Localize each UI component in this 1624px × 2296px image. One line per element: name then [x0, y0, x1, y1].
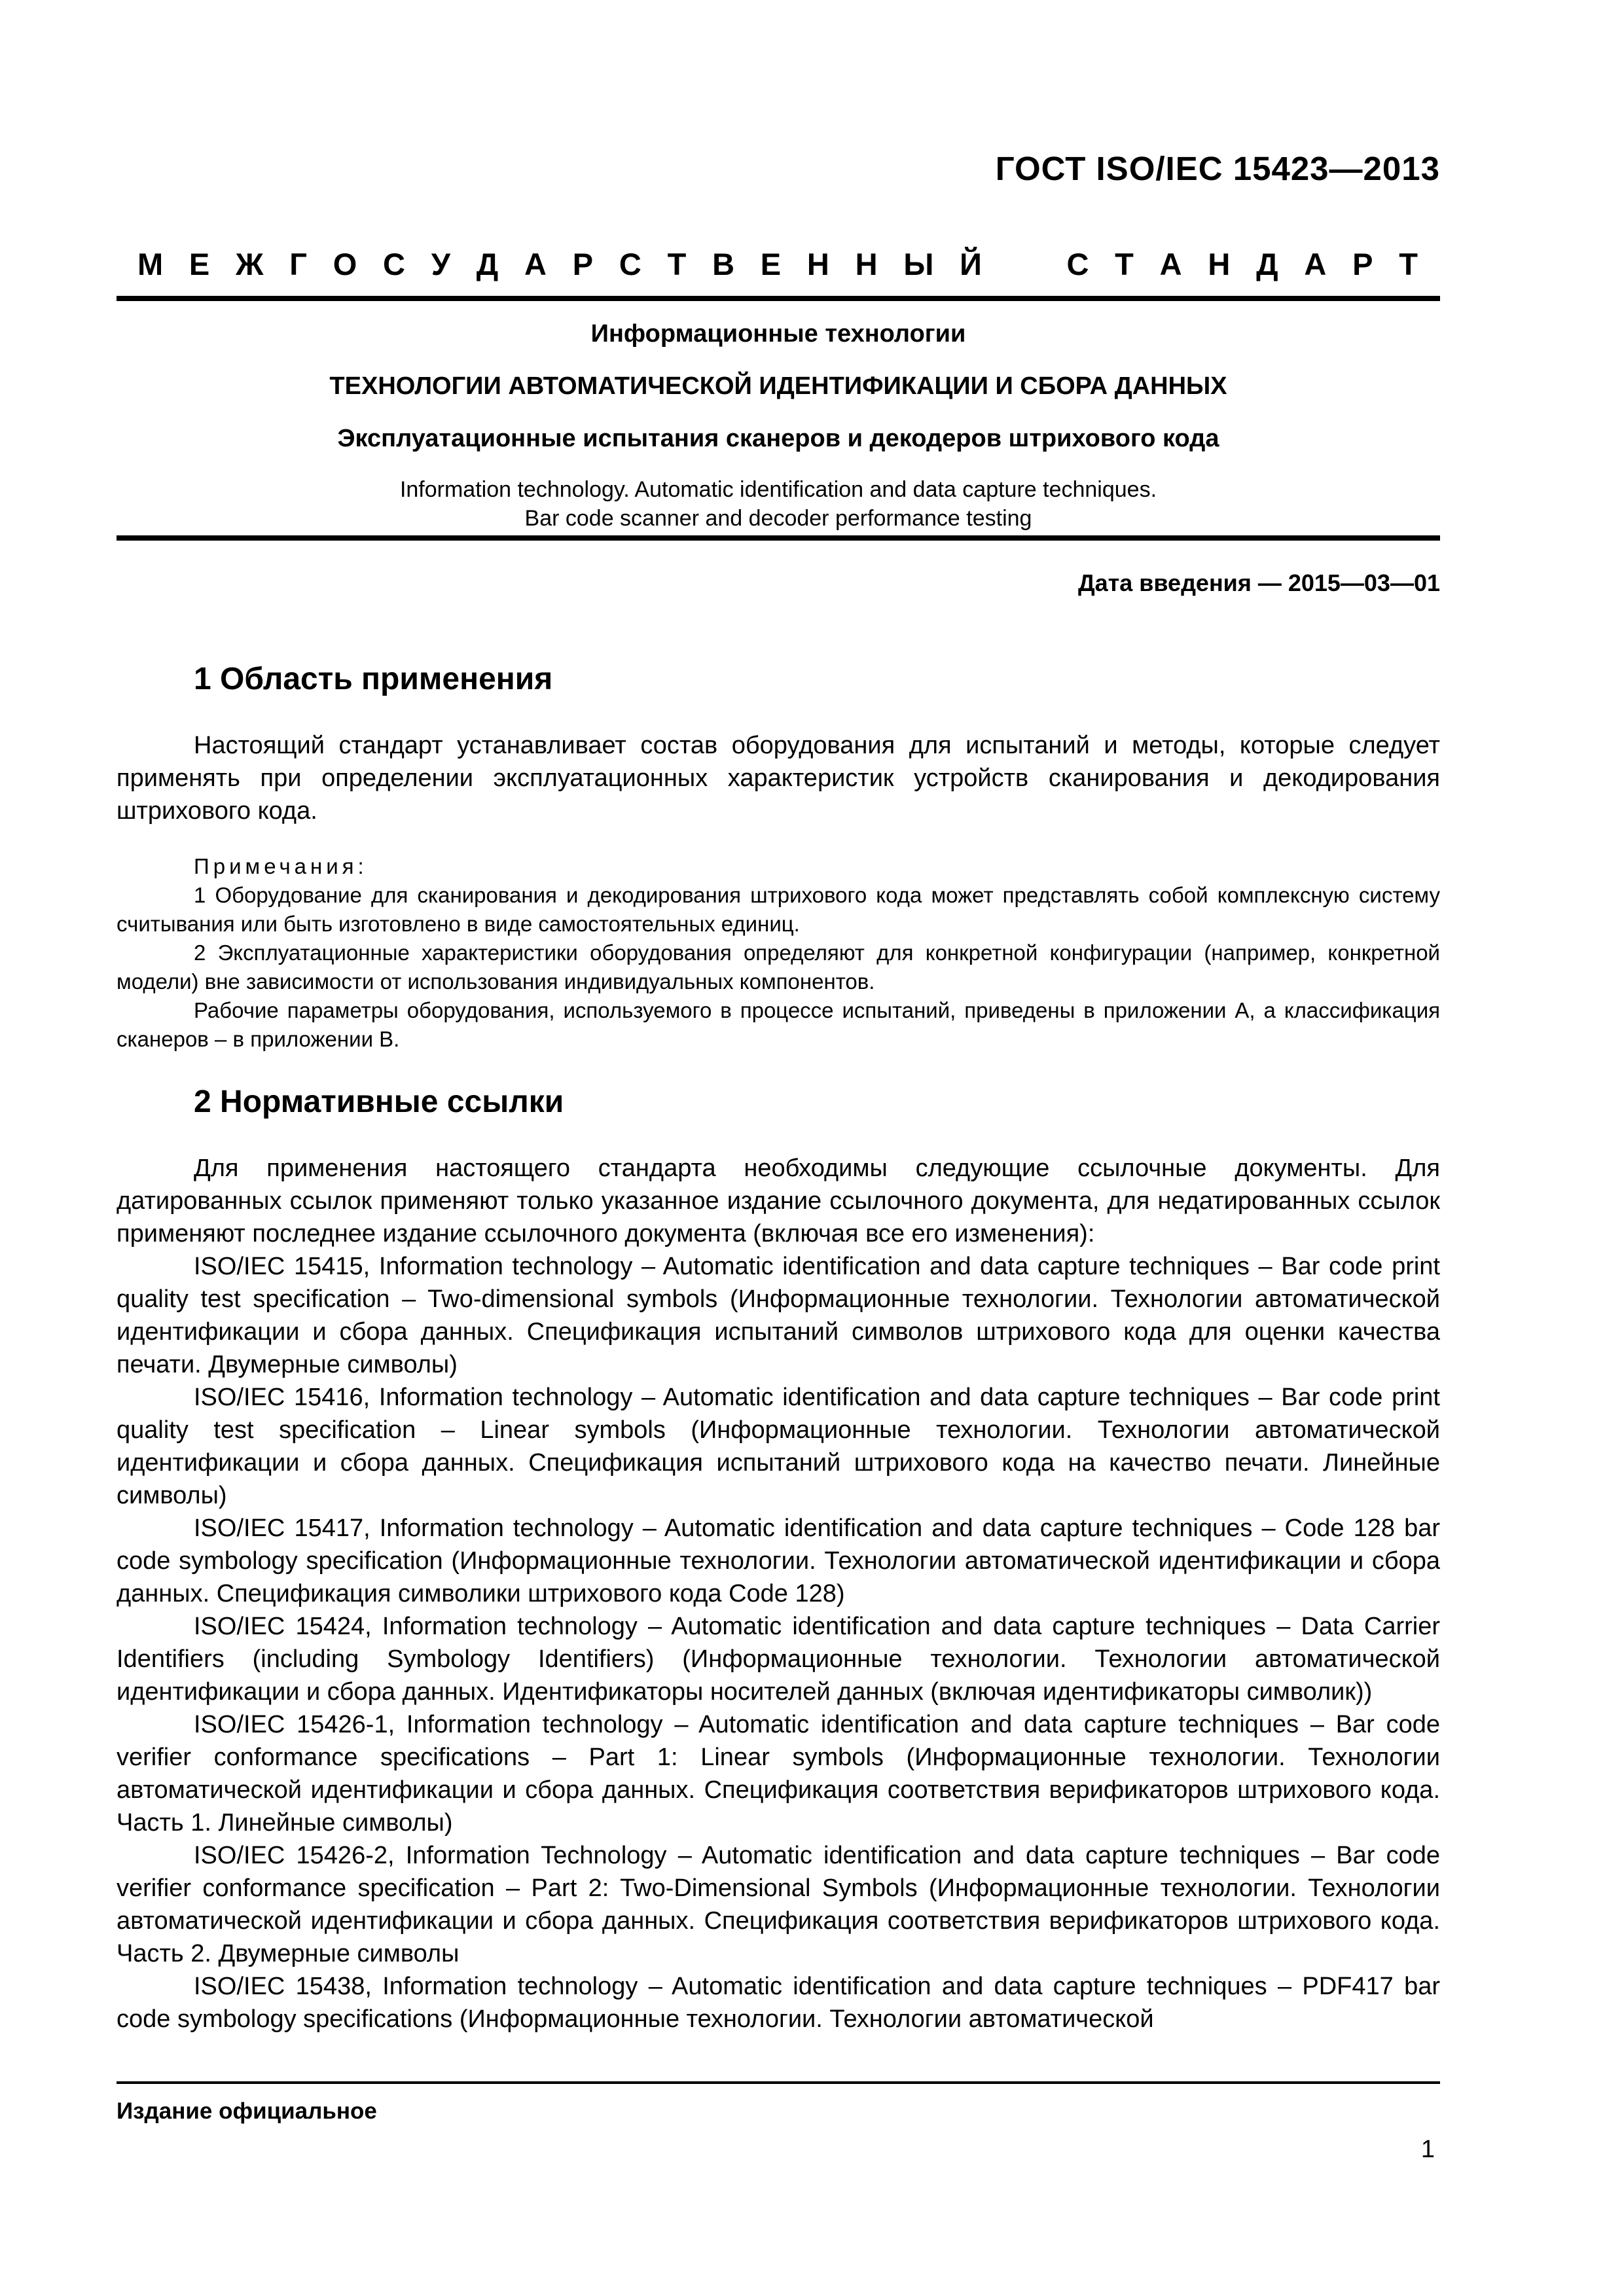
section-1-heading: 1 Область применения — [194, 662, 553, 696]
edition-label: Издание официальное — [117, 2098, 377, 2124]
section-1-body — [117, 729, 1440, 827]
standard-type-letter: С — [619, 246, 641, 281]
standard-type-letter: Т — [1399, 246, 1418, 281]
header-divider — [117, 296, 1440, 301]
footer-divider — [117, 2081, 1440, 2084]
standard-type-letter: М — [137, 246, 164, 281]
reference-item: ISO/IEC 15424, Information technology – Automatic identification and data capture techniques – Data Carrier Identifiers (including Symbology Identifiers) (Информационные технологии. Технологии автоматической идентификации и сбора данных. Идентификаторы носителей данных (включая идентификаторы символик)) — [117, 1613, 1440, 1706]
title-line-2: ТЕХНОЛОГИИ АВТОМАТИЧЕСКОЙ ИДЕНТИФИКАЦИИ И СБОРА ДАННЫХ — [329, 372, 1227, 400]
standard-type-letter: Е — [189, 246, 210, 281]
section-2-heading: 2 Нормативные ссылки — [194, 1085, 564, 1119]
standard-type-letter: Д — [1256, 246, 1278, 281]
section-2-paragraph: Для применения настоящего стандарта необходимы следующие ссылочные документы. Для датированных ссылок применяют только указанное издание ссылочного документа, для недатированных ссылок применяют последнее издание ссылочного документа (включая все его изменения): — [117, 1155, 1440, 1247]
reference-item: ISO/IEC 15416, Information technology – Automatic identification and data capture techniques – Bar code print quality test specification – Linear symbols (Информационные технологии. Технологии автоматической идентификации и сбора данных. Спецификация испытаний штрихового кода на качество печати. Линейные символы) — [117, 1384, 1440, 1509]
section-2-body — [117, 1152, 1440, 2036]
reference-item: ISO/IEC 15438, Information technology – Automatic identification and data capture techniques – PDF417 bar code symbology specifications (Информационные технологии. Технологии автоматической — [117, 1973, 1440, 2033]
standard-type-banner — [117, 241, 1440, 287]
reference-item: ISO/IEC 15426-2, Information Technology – Automatic identification and data capture techniques – Bar code verifier conformance specification – Part 2: Two-Dimensional Symbols (Информационные технологии. Технологии автоматической идентификации и сбора данных. Спецификация соответствия верификаторов штрихового кода. Часть 2. Двумерные символы — [117, 1842, 1440, 1967]
standard-type-letter: Д — [476, 246, 499, 281]
reference-item: ISO/IEC 15415, Information technology – Automatic identification and data capture techniques – Bar code print quality test specification – Two-dimensional symbols (Информационные технологии. Технологии автоматической идентификации и сбора данных. Спецификация испытаний символов штрихового кода для оценки качества печати. Двумерные символы) — [117, 1253, 1440, 1378]
standard-type-letter: А — [1159, 246, 1182, 281]
notes-heading: Примечания: — [194, 854, 368, 878]
title-english-1: Information technology. Automatic identification and data capture techniques. — [399, 477, 1157, 502]
standard-type-letter: В — [712, 246, 735, 281]
page-number: 1 — [1420, 2136, 1435, 2163]
section-1-paragraph: Настоящий стандарт устанавливает состав оборудования для испытаний и методы, которые следует применять при определении эксплуатационных характеристик устройств сканирования и декодирования штрихового кода. — [117, 732, 1440, 825]
standard-type-letter: Р — [1352, 246, 1373, 281]
section-1-notes — [117, 852, 1440, 1054]
standard-type-letter: Н — [1208, 246, 1231, 281]
standard-type-letter: У — [431, 246, 451, 281]
standard-type-letter: С — [383, 246, 405, 281]
note-item: Рабочие параметры оборудования, используемого в процессе испытаний, приведены в приложении А, а классификация сканеров – в приложении В. — [117, 998, 1440, 1051]
standard-type-letter: А — [1304, 246, 1327, 281]
document-page — [117, 0, 1440, 2296]
standard-type-letter: О — [333, 246, 357, 281]
note-item: 2 Эксплуатационные характеристики оборудования определяют для конкретной конфигурации (например, конкретной модели) вне зависимости от использования индивидуальных компонентов. — [117, 941, 1440, 994]
title-english-2: Bar code scanner and decoder performance testing — [524, 506, 1032, 531]
standard-type-letter: Е — [760, 246, 782, 281]
title-divider — [117, 535, 1440, 541]
title-block — [117, 306, 1440, 533]
introduction-date: Дата введения — 2015—03—01 — [1077, 569, 1440, 596]
standard-type-letter: Ы — [903, 246, 934, 281]
standard-type-letter: Т — [667, 246, 687, 281]
standard-type-letter: А — [524, 246, 547, 281]
note-item: 1 Оборудование для сканирования и декодирования штрихового кода может представлять собой комплексную систему считывания или быть изготовлено в виде самостоятельных единиц. — [117, 883, 1440, 936]
standard-type-letter: Г — [289, 246, 307, 281]
standard-type-letter: Й — [960, 246, 982, 281]
standard-type-letter: Т — [1115, 246, 1134, 281]
reference-item: ISO/IEC 15417, Information technology – Automatic identification and data capture techniques – Code 128 bar code symbology specification (Информационные технологии. Технологии автоматической идентификации и сбора данных. Спецификация символики штрихового кода Code 128) — [117, 1515, 1440, 1607]
title-line-3: Эксплуатационные испытания сканеров и декодеров штрихового кода — [337, 425, 1219, 452]
standard-type-letter: С — [1066, 246, 1089, 281]
standard-type-letter: Ж — [236, 246, 264, 281]
standard-type-letter: Р — [572, 246, 594, 281]
standard-type-letter: Н — [855, 246, 878, 281]
document-code: ГОСТ ISO/IEC 15423—2013 — [995, 150, 1440, 187]
title-line-1: Информационные технологии — [590, 320, 966, 348]
reference-item: ISO/IEC 15426-1, Information technology – Automatic identification and data capture techniques – Bar code verifier conformance specifications – Part 1: Linear symbols (Информационные технологии. Технологии автоматической идентификации и сбора данных. Спецификация соответствия верификаторов штрихового кода. Часть 1. Линейные символы) — [117, 1711, 1440, 1837]
standard-type-letter: Н — [806, 246, 829, 281]
